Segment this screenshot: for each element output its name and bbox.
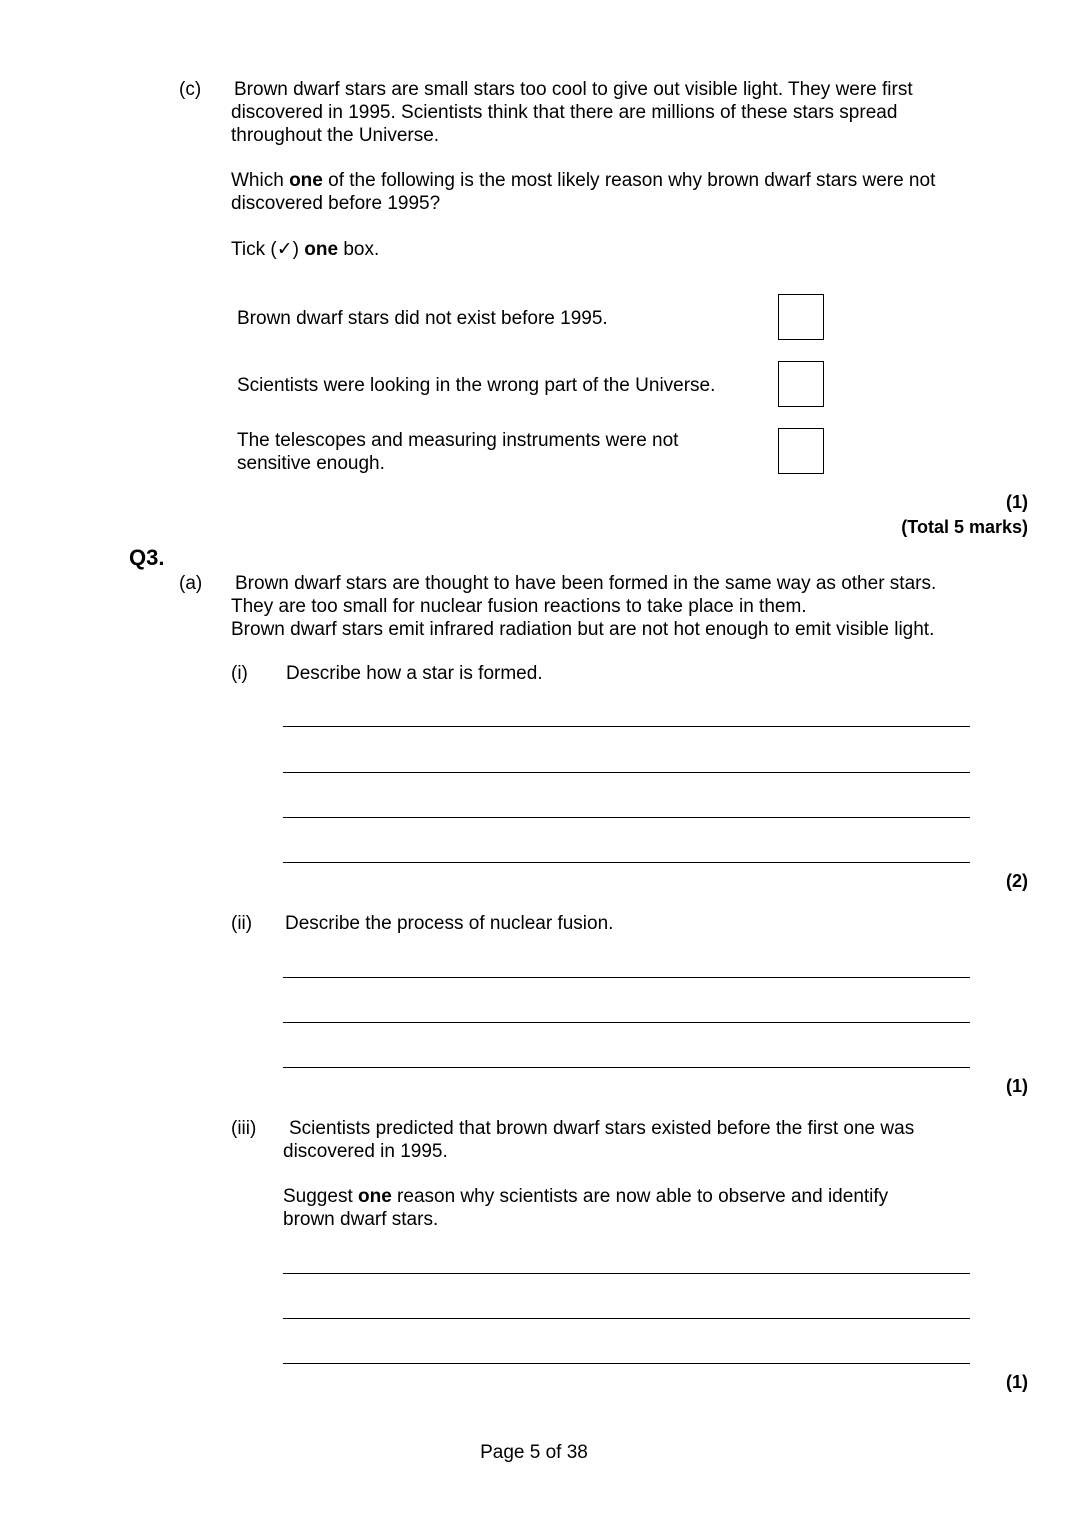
answer-line[interactable] [283, 1022, 970, 1023]
answer-line[interactable] [283, 1318, 970, 1319]
part-a-intro-line3: Brown dwarf stars emit infrared radiation but are not hot enough to emit visible light. [231, 619, 935, 640]
option-1-checkbox[interactable] [778, 294, 824, 340]
question-emphasis: one [289, 170, 323, 191]
sub-i-label: (i) [231, 663, 248, 684]
option-3-line2: sensitive enough. [237, 453, 385, 474]
part-a-intro-line2: They are too small for nuclear fusion reactions to take place in them. [231, 596, 807, 617]
suggest-prefix: Suggest [283, 1186, 358, 1207]
sub-ii-question: Describe the process of nuclear fusion. [285, 913, 614, 934]
sub-iii-label: (iii) [231, 1118, 257, 1139]
answer-line[interactable] [283, 726, 970, 727]
suggest-line2: brown dwarf stars. [283, 1209, 439, 1230]
question-number: Q3. [129, 545, 165, 570]
part-c-intro [231, 78, 991, 147]
answer-line[interactable] [283, 1067, 970, 1068]
answer-line[interactable] [283, 772, 970, 773]
sub-iii-marks: (1) [1006, 1372, 1028, 1392]
part-c-intro-line3: throughout the Universe. [231, 125, 440, 146]
answer-line[interactable] [283, 862, 970, 863]
suggest-emphasis: one [358, 1186, 392, 1207]
sub-iii-statement [283, 1117, 983, 1163]
sub-iii-line2: discovered in 1995. [283, 1141, 448, 1162]
sub-iii-line1: Scientists predicted that brown dwarf stars existed before the first one was [289, 1118, 915, 1139]
sub-ii-marks: (1) [1006, 1076, 1028, 1096]
question-suffix: of the following is the most likely reason why brown dwarf stars were not [322, 170, 936, 191]
part-a-label: (a) [179, 573, 203, 594]
sub-iii-question [283, 1185, 983, 1231]
question-prefix: Which [231, 170, 290, 191]
page-number: Page 5 of 38 [480, 1442, 588, 1463]
answer-line[interactable] [283, 1273, 970, 1274]
option-3-checkbox[interactable] [778, 428, 824, 474]
part-a-intro [231, 572, 991, 641]
part-c-question [231, 169, 991, 215]
option-2-text: Scientists were looking in the wrong part of the Universe. [237, 375, 716, 396]
part-c-intro-line2: discovered in 1995. Scientists think that there are millions of these stars spread [231, 102, 898, 123]
option-3-line1: The telescopes and measuring instruments were not [237, 430, 679, 451]
part-c-intro-line1: Brown dwarf stars are small stars too cool to give out visible light. They were first [234, 79, 913, 100]
answer-line[interactable] [283, 1363, 970, 1364]
total-marks: (Total 5 marks) [901, 517, 1028, 537]
instruction-emphasis: one [304, 239, 339, 260]
sub-i-marks: (2) [1006, 871, 1028, 891]
sub-i-question: Describe how a star is formed. [286, 663, 543, 684]
instruction-suffix: box. [338, 239, 380, 260]
option-2-checkbox[interactable] [778, 361, 824, 407]
sub-ii-label: (ii) [231, 913, 253, 934]
part-c-label: (c) [179, 79, 202, 100]
option-3-text [237, 429, 757, 475]
suggest-suffix: reason why scientists are now able to observe and identify [391, 1186, 889, 1207]
option-1-text: Brown dwarf stars did not exist before 1995. [237, 308, 608, 329]
question-line2: discovered before 1995? [231, 193, 441, 214]
answer-line[interactable] [283, 977, 970, 978]
tick-instruction [231, 238, 991, 261]
answer-line[interactable] [283, 817, 970, 818]
instruction-prefix: Tick (✓) [231, 239, 305, 260]
part-a-intro-line1: Brown dwarf stars are thought to have been formed in the same way as other stars. [235, 573, 937, 594]
part-c-marks: (1) [1006, 492, 1028, 512]
